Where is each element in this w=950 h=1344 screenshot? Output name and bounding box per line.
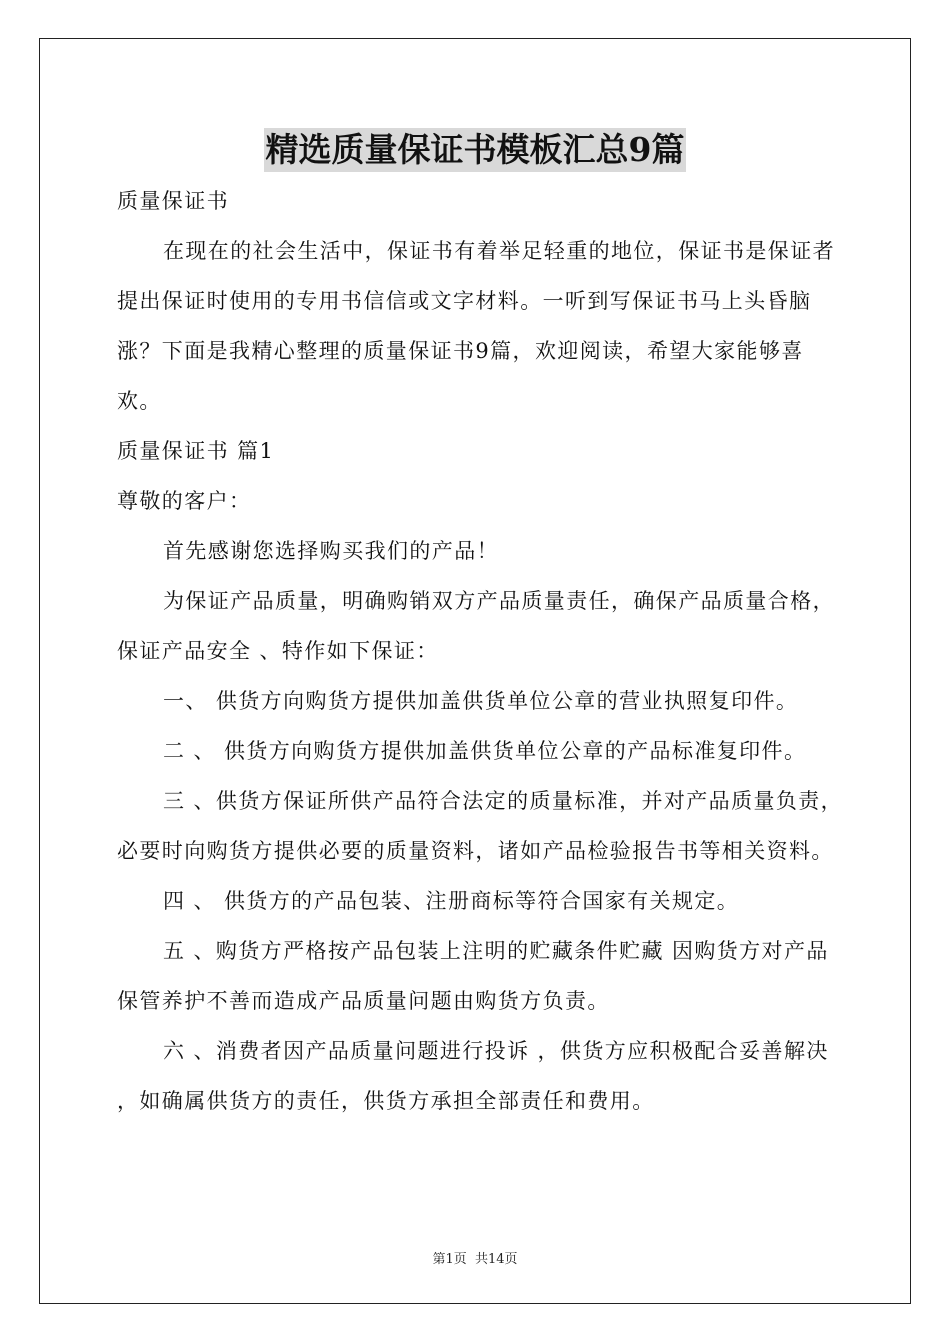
clause-3: 三 、供货方保证所供产品符合法定的质量标准，并对产品质量负责，必要时向购货方提供必要的质量资料，诸如产品检验报告书等相关资料。 xyxy=(117,789,844,863)
clause-1: 一、 供货方向购货方提供加盖供货单位公章的营业执照复印件。 xyxy=(163,689,799,713)
clause-5: 五 、购货方严格按产品包装上注明的贮藏条件贮藏 因购货方对产品保管养护不善而造成产品质量问题由购货方负责。 xyxy=(117,939,829,1013)
salutation: 尊敬的客户： xyxy=(117,489,252,513)
document-title xyxy=(0,124,950,176)
paragraph-purpose: 为保证产品质量，明确购销双方产品质量责任，确保产品质量合格，保证产品安全 、特作如下保证： xyxy=(117,589,835,663)
paragraph-intro: 在现在的社会生活中，保证书有着举足轻重的地位，保证书是保证者提出保证时使用的专用书信信或文字材料。一听到写保证书马上头昏脑涨？下面是我精心整理的质量保证书9篇，欢迎阅读，希望大家能够喜欢。 xyxy=(117,239,835,413)
clause-6: 六 、消费者因产品质量问题进行投诉 ，供货方应积极配合妥善解决 ，如确属供货方的责任，供货方承担全部责任和费用。 xyxy=(117,1039,829,1113)
document-title-text: 精选质量保证书模板汇总9篇 xyxy=(264,128,687,172)
paragraph-thanks: 首先感谢您选择购买我们的产品！ xyxy=(163,539,499,563)
paragraph-heading: 质量保证书 xyxy=(117,189,229,213)
clause-2: 二 、 供货方向购货方提供加盖供货单位公章的产品标准复印件。 xyxy=(163,739,807,763)
clause-4: 四 、 供货方的产品包装、注册商标等符合国家有关规定。 xyxy=(163,889,740,913)
page-number: 第1页 xyxy=(432,1252,467,1267)
page-footer xyxy=(0,1248,950,1267)
section-heading: 质量保证书 篇1 xyxy=(117,439,275,463)
document-body xyxy=(117,176,847,1126)
page-total: 共14页 xyxy=(474,1252,518,1267)
